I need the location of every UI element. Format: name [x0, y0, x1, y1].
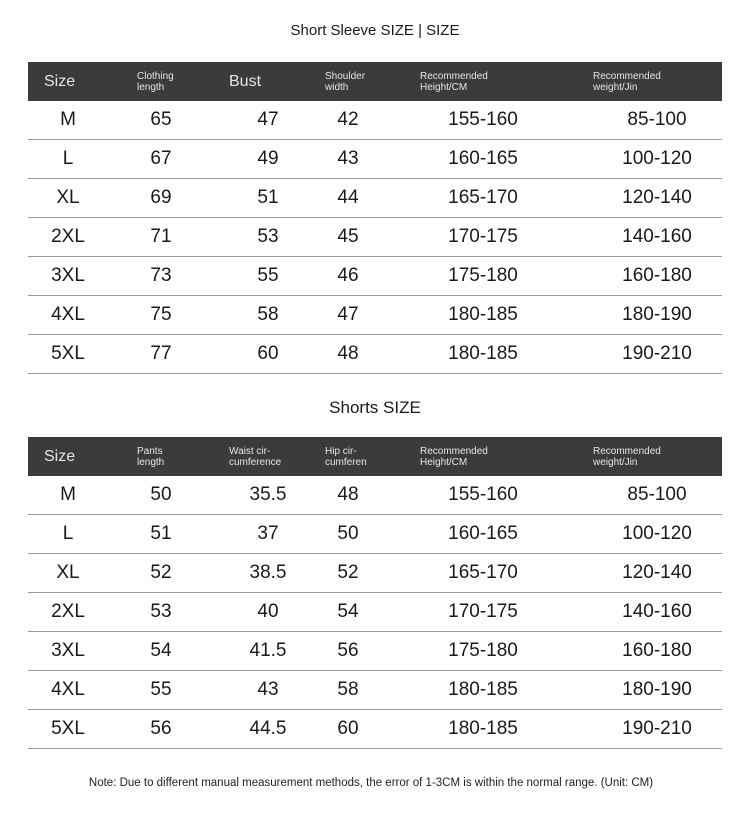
cell-measure-a: 51 — [257, 187, 279, 208]
short-sleeve-title: Short Sleeve SIZE | SIZE — [290, 22, 460, 39]
cell-length: 52 — [150, 562, 172, 583]
cell-height: 155-160 — [448, 109, 518, 130]
cell-size: XL — [56, 562, 80, 583]
header-shoulder-width: Shoulder width — [325, 70, 366, 93]
cell-size: 5XL — [51, 343, 85, 364]
table-row — [28, 101, 722, 140]
header-size: Size — [44, 72, 76, 90]
cell-measure-a: 38.5 — [249, 562, 287, 583]
cell-measure-a: 37 — [257, 523, 279, 544]
cell-weight: 180-190 — [622, 304, 692, 325]
header-bust: Bust — [229, 72, 262, 90]
cell-measure-b: 56 — [337, 640, 359, 661]
table-row — [28, 671, 722, 710]
cell-size: 4XL — [51, 304, 85, 325]
cell-length: 53 — [150, 601, 172, 622]
cell-length: 56 — [150, 718, 172, 739]
cell-weight: 190-210 — [622, 343, 692, 364]
cell-height: 180-185 — [448, 718, 518, 739]
header-size: Size — [44, 447, 76, 465]
cell-measure-b: 48 — [337, 484, 359, 505]
cell-size: 3XL — [51, 265, 85, 286]
cell-measure-b: 44 — [337, 187, 359, 208]
cell-height: 180-185 — [448, 304, 518, 325]
table-row — [28, 140, 722, 179]
cell-measure-a: 43 — [257, 679, 279, 700]
table-row — [28, 554, 722, 593]
table-row — [28, 515, 722, 554]
cell-weight: 140-160 — [622, 226, 692, 247]
header-recommended-weight: Recommended weight/Jin — [593, 70, 661, 93]
header-pants-length: Pants length — [137, 445, 165, 468]
cell-measure-b: 48 — [337, 343, 359, 364]
table-row — [28, 335, 722, 374]
cell-weight: 160-180 — [622, 640, 692, 661]
table-header — [28, 62, 722, 101]
cell-measure-b: 43 — [337, 148, 359, 169]
cell-measure-b: 42 — [337, 109, 359, 130]
cell-length: 77 — [150, 343, 172, 364]
cell-measure-a: 58 — [257, 304, 279, 325]
cell-length: 54 — [150, 640, 172, 661]
cell-length: 73 — [150, 265, 172, 286]
cell-measure-a: 35.5 — [249, 484, 287, 505]
table-body — [28, 101, 722, 374]
short-sleeve-size-table — [28, 62, 722, 374]
cell-measure-a: 60 — [257, 343, 279, 364]
cell-weight: 180-190 — [622, 679, 692, 700]
header-hip-circumference: Hip cir-cumferen — [325, 445, 367, 468]
cell-weight: 85-100 — [627, 484, 687, 505]
cell-measure-a: 40 — [257, 601, 279, 622]
table-row — [28, 476, 722, 515]
table-row — [28, 632, 722, 671]
cell-measure-a: 53 — [257, 226, 279, 247]
cell-length: 50 — [150, 484, 172, 505]
table-body — [28, 476, 722, 749]
cell-measure-a: 44.5 — [249, 718, 287, 739]
cell-size: M — [60, 109, 76, 130]
cell-size: 5XL — [51, 718, 85, 739]
measurement-note: Note: Due to different manual measurement methods, the error of 1-3CM is within the normal range. (Unit: CM) — [88, 777, 654, 789]
cell-weight: 140-160 — [622, 601, 692, 622]
cell-length: 55 — [150, 679, 172, 700]
cell-length: 65 — [150, 109, 172, 130]
header-clothing-length: Clothing length — [137, 70, 174, 93]
cell-size: XL — [56, 187, 80, 208]
cell-size: 4XL — [51, 679, 85, 700]
table-row — [28, 296, 722, 335]
table-row — [28, 179, 722, 218]
cell-measure-a: 55 — [257, 265, 279, 286]
cell-measure-b: 45 — [337, 226, 359, 247]
cell-height: 170-175 — [448, 601, 518, 622]
shorts-size-table — [28, 437, 722, 749]
header-recommended-height: Recommended Height/CM — [420, 70, 488, 93]
cell-length: 71 — [150, 226, 172, 247]
cell-size: M — [60, 484, 76, 505]
cell-measure-b: 46 — [337, 265, 359, 286]
cell-measure-b: 52 — [337, 562, 359, 583]
cell-size: 2XL — [51, 226, 85, 247]
cell-height: 180-185 — [448, 343, 518, 364]
cell-height: 175-180 — [448, 640, 518, 661]
cell-height: 155-160 — [448, 484, 518, 505]
cell-weight: 120-140 — [622, 562, 692, 583]
cell-size: L — [62, 523, 74, 544]
cell-measure-a: 49 — [257, 148, 279, 169]
cell-measure-a: 41.5 — [249, 640, 287, 661]
cell-height: 175-180 — [448, 265, 518, 286]
cell-height: 180-185 — [448, 679, 518, 700]
cell-size: 3XL — [51, 640, 85, 661]
table-row — [28, 593, 722, 632]
cell-height: 160-165 — [448, 523, 518, 544]
cell-measure-b: 47 — [337, 304, 359, 325]
header-waist-circumference: Waist cir-cumference — [229, 445, 282, 468]
cell-height: 170-175 — [448, 226, 518, 247]
table-row — [28, 218, 722, 257]
cell-weight: 85-100 — [627, 109, 687, 130]
cell-weight: 100-120 — [622, 148, 692, 169]
cell-height: 165-170 — [448, 187, 518, 208]
cell-weight: 190-210 — [622, 718, 692, 739]
cell-height: 160-165 — [448, 148, 518, 169]
header-recommended-weight: Recommended weight/Jin — [593, 445, 661, 468]
header-recommended-height: Recommended Height/CM — [420, 445, 488, 468]
cell-measure-a: 47 — [257, 109, 279, 130]
table-row — [28, 710, 722, 749]
cell-weight: 120-140 — [622, 187, 692, 208]
cell-measure-b: 58 — [337, 679, 359, 700]
cell-size: 2XL — [51, 601, 85, 622]
cell-length: 67 — [150, 148, 172, 169]
cell-weight: 160-180 — [622, 265, 692, 286]
cell-size: L — [62, 148, 74, 169]
cell-length: 69 — [150, 187, 172, 208]
shorts-title: Shorts SIZE — [329, 398, 421, 417]
cell-measure-b: 50 — [337, 523, 359, 544]
table-header — [28, 437, 722, 476]
cell-length: 51 — [150, 523, 172, 544]
cell-measure-b: 54 — [337, 601, 359, 622]
cell-measure-b: 60 — [337, 718, 359, 739]
cell-height: 165-170 — [448, 562, 518, 583]
cell-weight: 100-120 — [622, 523, 692, 544]
cell-length: 75 — [150, 304, 172, 325]
table-row — [28, 257, 722, 296]
